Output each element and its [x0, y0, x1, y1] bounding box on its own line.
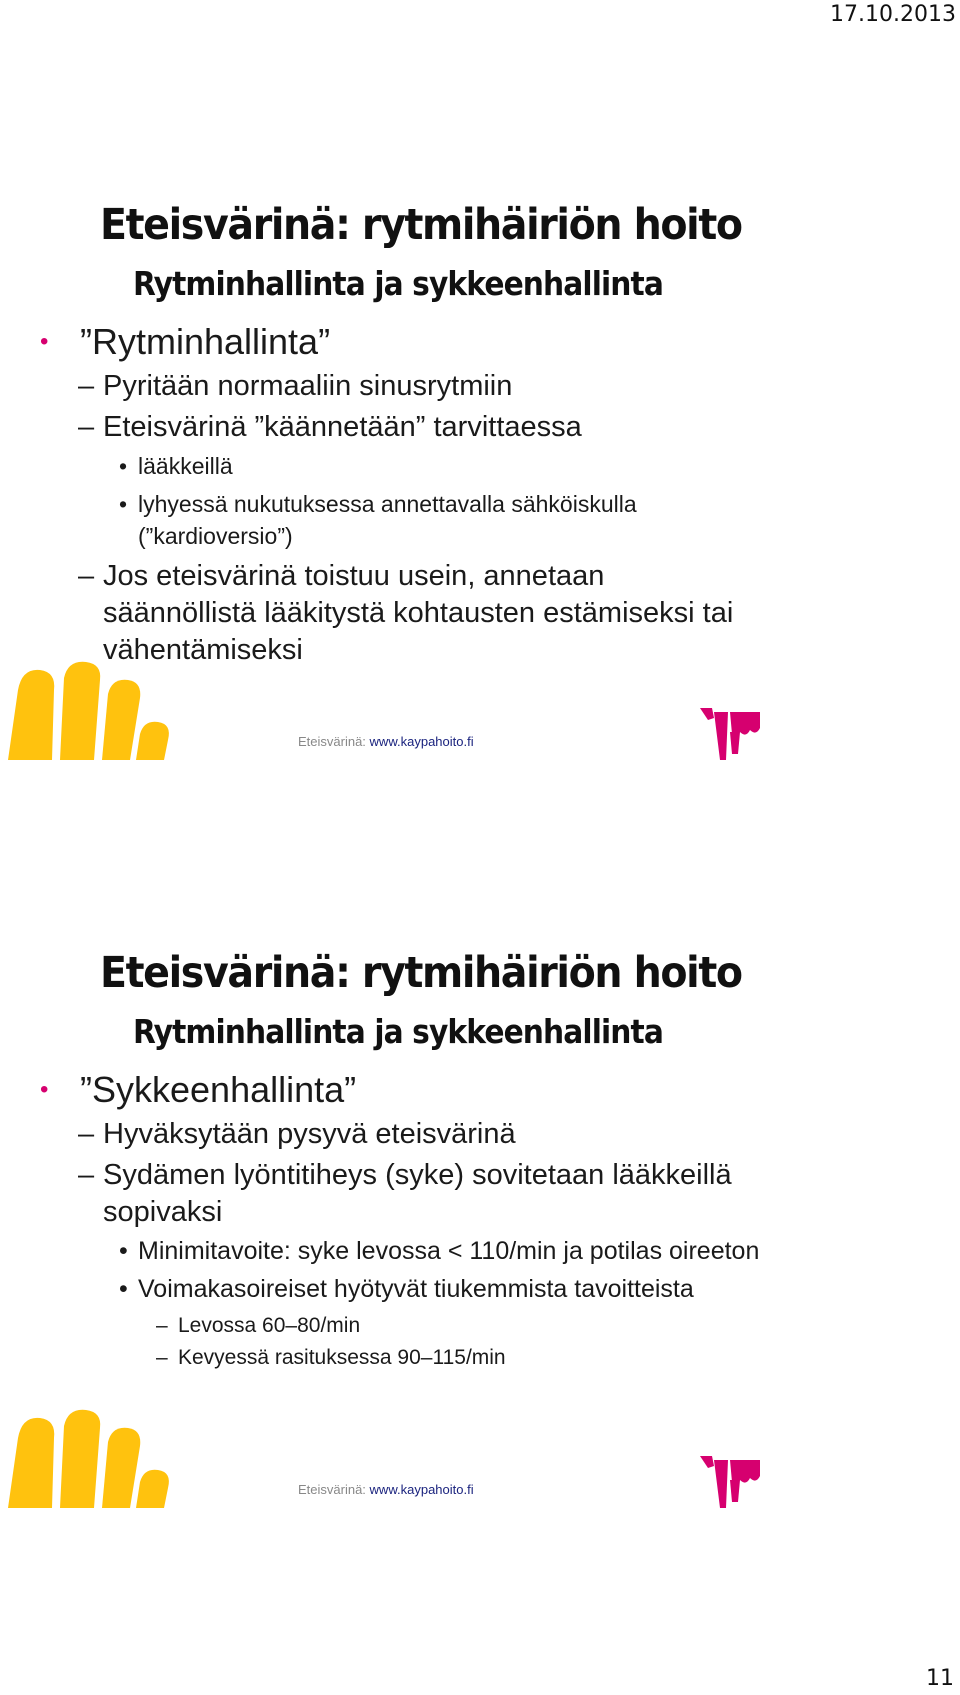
bullet-text: lyhyessä nukutuksessa annettavalla sähköiskulla (”kardioversio”): [138, 491, 637, 549]
footer-link[interactable]: www.kaypahoito.fi: [369, 1482, 474, 1497]
slide-1: [0, 160, 960, 800]
bullet-level3: [0, 488, 760, 552]
bullet-level2: [0, 558, 760, 669]
bullet-dot-icon: •: [119, 1237, 128, 1265]
bullet-text: Levossa 60–80/min: [178, 1314, 361, 1337]
slide-subtitle: Rytminhallinta ja sykkeenhallinta: [133, 1012, 663, 1051]
slide-footer: [298, 1482, 474, 1497]
slide-content: [0, 1068, 760, 1375]
bullet-text: Pyritään normaaliin sinusrytmiin: [103, 370, 513, 402]
dash-icon: –: [156, 1314, 168, 1337]
bullet-level1: [0, 320, 760, 364]
bullet-text: ”Sykkeenhallinta”: [80, 1069, 357, 1110]
bullet-dot-icon: •: [40, 328, 49, 355]
bullet-dot-icon: •: [119, 491, 128, 517]
dash-icon: –: [78, 370, 95, 402]
footer-label: Eteisvärinä:: [298, 1482, 366, 1497]
bullet-level4: [0, 1343, 760, 1373]
bullet-level3: [0, 1273, 760, 1305]
bullet-dot-icon: •: [40, 1076, 49, 1103]
bullet-text: Eteisvärinä ”käännetään” tarvittaessa: [103, 411, 582, 443]
bullet-dot-icon: •: [119, 1275, 128, 1303]
dash-icon: –: [78, 1159, 95, 1191]
bullet-text: Kevyessä rasituksessa 90–115/min: [178, 1346, 506, 1369]
bullet-level2: [0, 1157, 760, 1231]
bullet-text: lääkkeillä: [138, 453, 233, 479]
slide-2: [0, 908, 960, 1548]
bullet-level2: [0, 409, 760, 446]
bullet-level4: [0, 1311, 760, 1341]
slide-title: Eteisvärinä: rytmihäiriön hoito: [100, 200, 742, 250]
bullet-text: Jos eteisvärinä toistuu usein, annetaan säännöllistä lääkitystä kohtausten estämiseksi tai vähentämiseksi: [103, 560, 734, 666]
slide-title: Eteisvärinä: rytmihäiriön hoito: [100, 948, 742, 998]
yellow-hand-logo-icon: [8, 660, 173, 760]
dash-icon: –: [78, 560, 95, 592]
bullet-level3: [0, 450, 760, 482]
slide-footer: [298, 734, 474, 749]
duodecim-logo-icon: [700, 1456, 760, 1508]
slide-content: [0, 320, 760, 673]
bullet-text: Sydämen lyöntitiheys (syke) sovitetaan lääkkeillä sopivaksi: [103, 1159, 732, 1228]
footer-label: Eteisvärinä:: [298, 734, 366, 749]
yellow-hand-logo-icon: [8, 1408, 173, 1508]
bullet-text: ”Rytminhallinta”: [80, 321, 331, 362]
dash-icon: –: [78, 1118, 95, 1150]
bullet-level2: [0, 368, 760, 405]
footer-link[interactable]: www.kaypahoito.fi: [369, 734, 474, 749]
bullet-level1: [0, 1068, 760, 1112]
bullet-text: Voimakasoireiset hyötyvät tiukemmista tavoitteista: [138, 1275, 694, 1303]
dash-icon: –: [78, 411, 95, 443]
duodecim-logo-icon: [700, 708, 760, 760]
bullet-dot-icon: •: [119, 453, 128, 479]
bullet-text: Minimitavoite: syke levossa < 110/min ja potilas oireeton: [138, 1237, 760, 1265]
page-number: 11: [926, 1666, 954, 1691]
slide-subtitle: Rytminhallinta ja sykkeenhallinta: [133, 264, 663, 303]
dash-icon: –: [156, 1346, 168, 1369]
bullet-level3: [0, 1235, 760, 1267]
bullet-text: Hyväksytään pysyvä eteisvärinä: [103, 1118, 516, 1150]
page-date: 17.10.2013: [830, 2, 956, 27]
bullet-level2: [0, 1116, 760, 1153]
